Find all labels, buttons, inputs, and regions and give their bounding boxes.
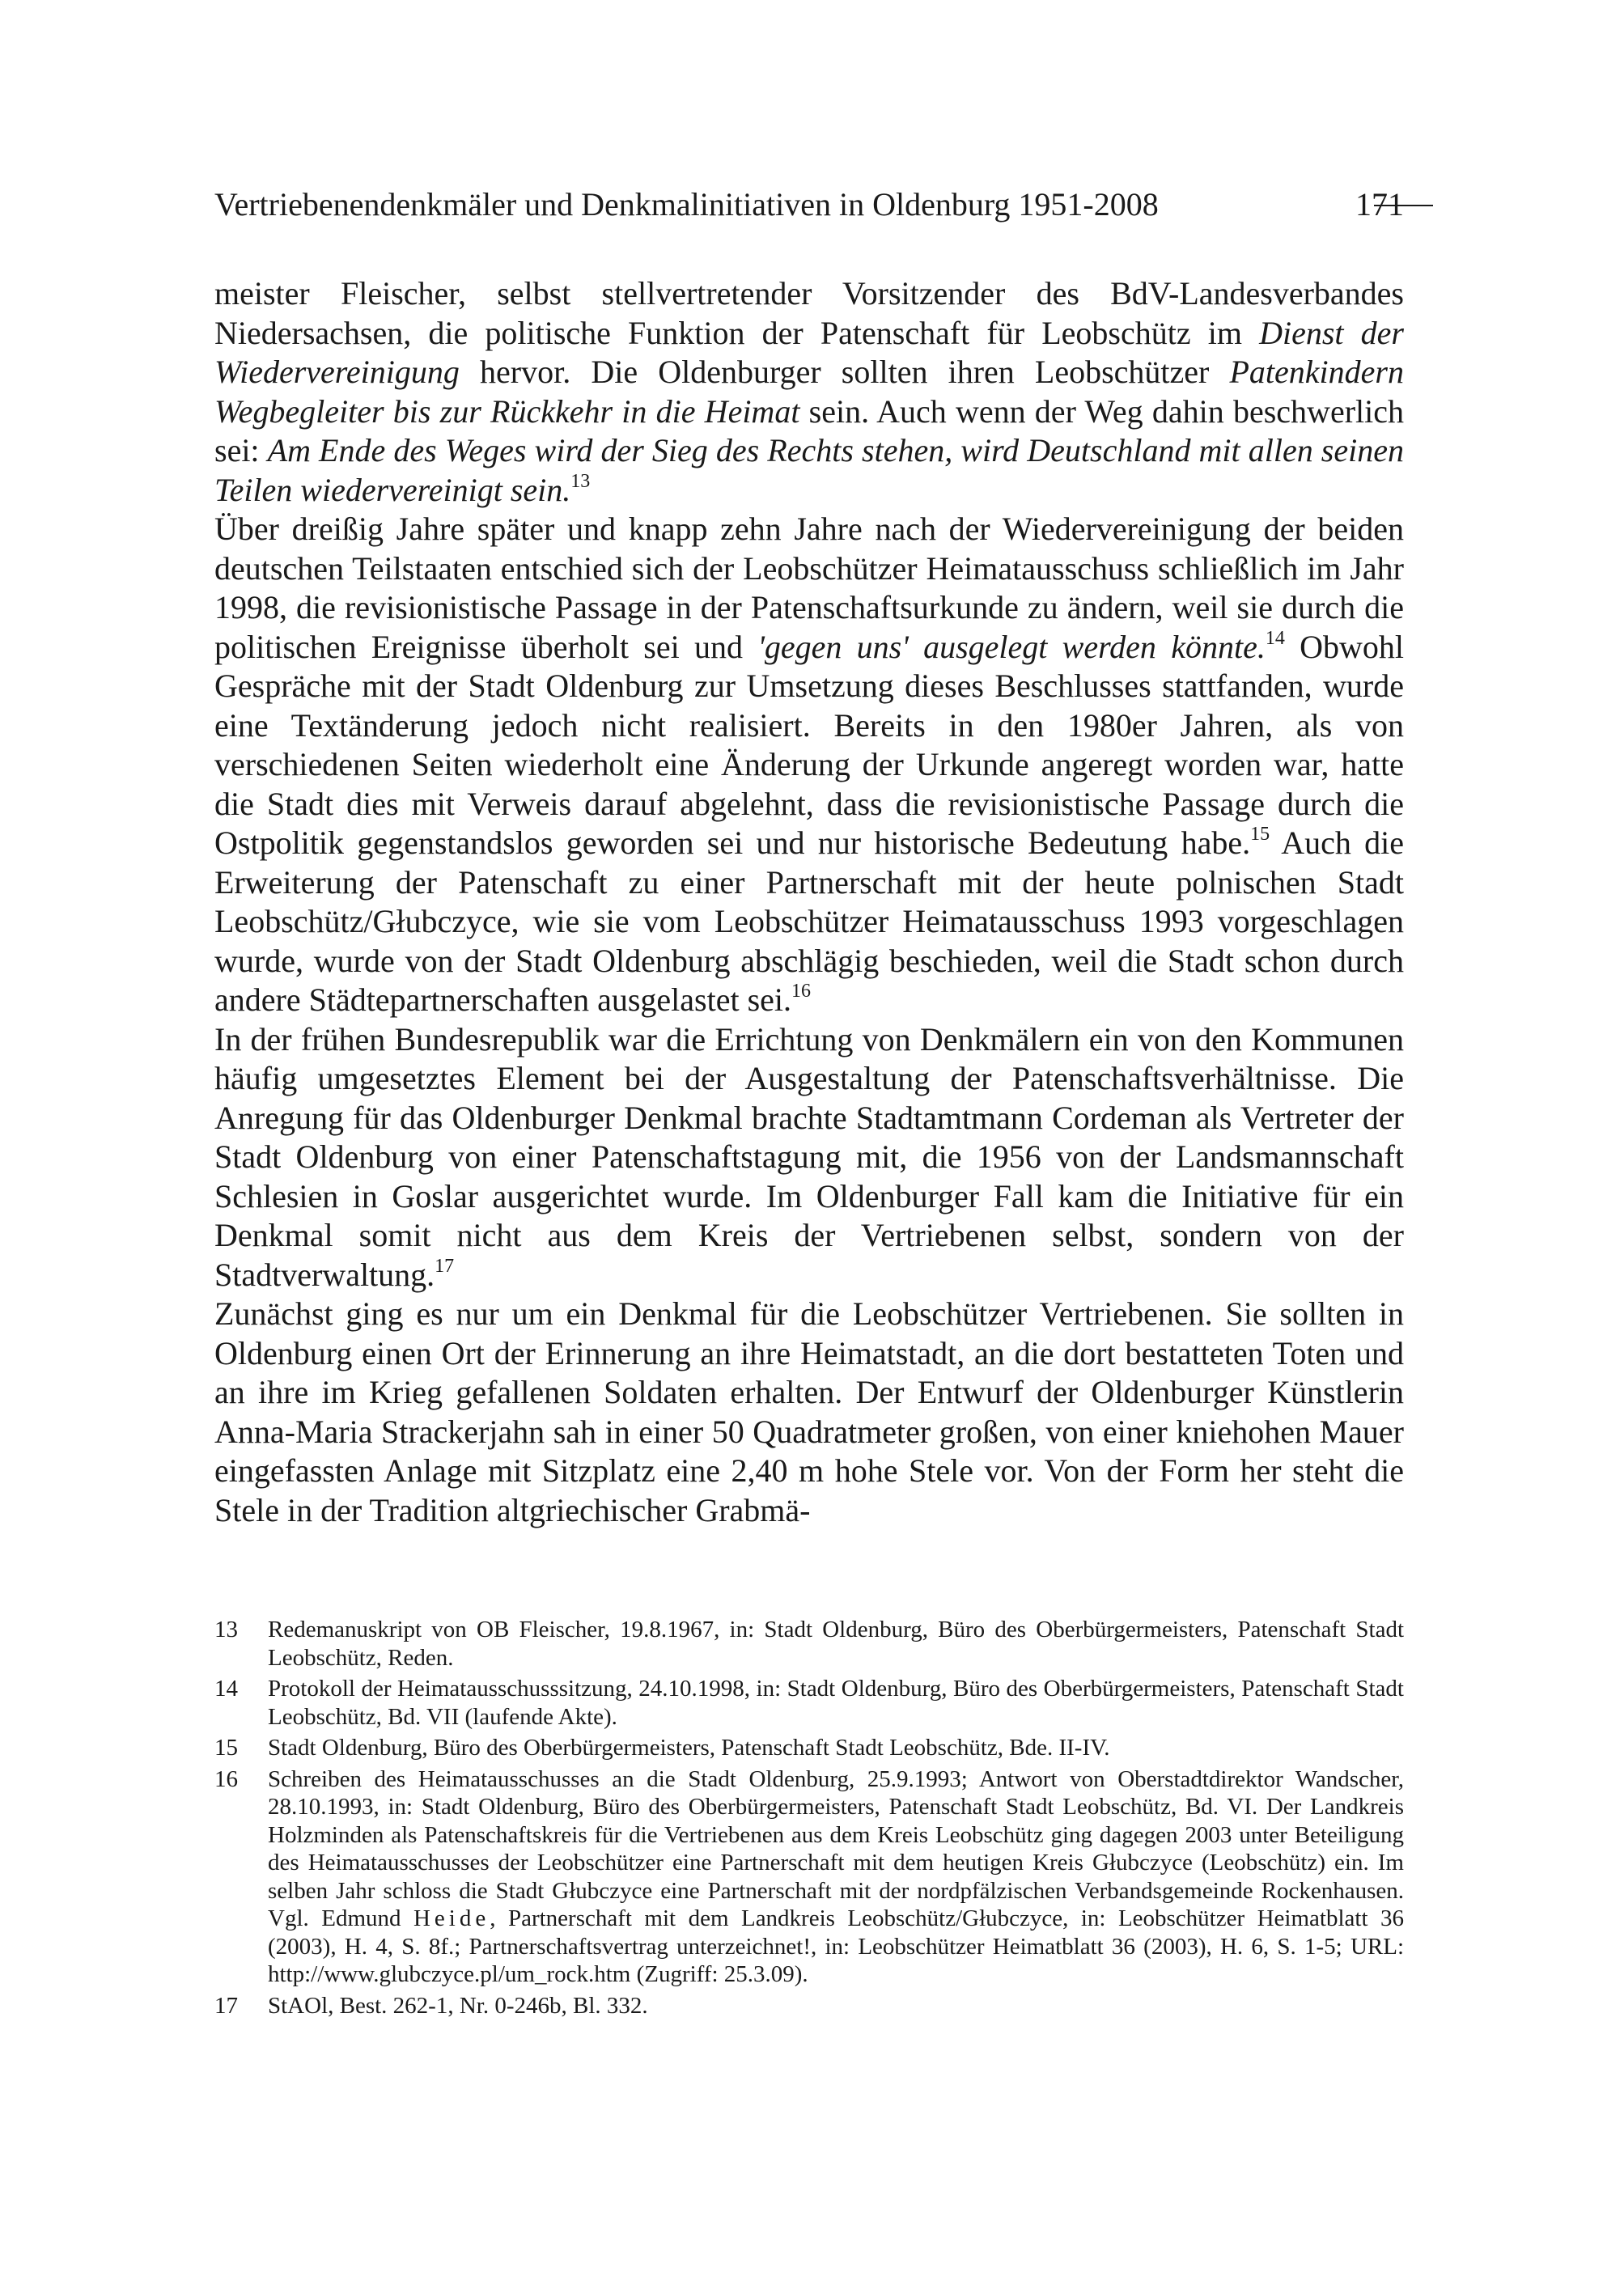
p2-text-c: Obwohl Gespräche mit der Stadt Oldenburg zur Umsetzung dieses Beschlusses stattfanden, wurde eine Textänderung jedoch nicht realisiert. Bereits in den 1980er Jahren, als von verschiedenen Seiten wiederholt eine Änderung der Urkunde angeregt worden war, hatte die Stadt dies mit Verweis darauf abgelehnt, dass die revisionistische Passage durch die Ostpolitik gegenstandslos geworden sei und nur historische Bedeutung habe. [214, 628, 1404, 861]
footnote-ref-16: 16 [791, 981, 812, 1002]
author-name-spaced: Heide [413, 1905, 490, 1931]
p1-italic-quote: Am Ende des Weges wird der Sieg des Rechts stehen, wird Deutschland mit allen seinen Teilen wiedervereinigt sein. [214, 432, 1404, 508]
footnote-15 [214, 1734, 1404, 1762]
footnote-text: Redemanuskript von OB Fleischer, 19.8.1967, in: Stadt Oldenburg, Büro des Oberbürgermeisters, Patenschaft Stadt Leobschütz, Reden. [268, 1617, 1404, 1671]
p1-text-e: sein. Auch wenn der Weg dahin beschwerlich sei: [214, 392, 1404, 468]
paragraph-4 [214, 1295, 1404, 1530]
footnote-ref-13: 13 [570, 470, 591, 492]
footnote-text [268, 1765, 1404, 1989]
footnote-ref-14: 14 [1265, 627, 1285, 649]
running-header [214, 180, 1404, 230]
paragraph-1 [214, 274, 1404, 510]
p3-text: In der frühen Bundesrepublik war die Errichtung von Denkmälern ein von den Kommunen häufig umgesetztes Element bei der Ausgestaltung der Patenschaftsverhältnisse. Die Anregung für das Oldenburger Denkmal brachte Stadtamtmann Cordeman als Vertreter der Stadt Oldenburg von einer Patenschaftstagung mit, die 1956 von der Landsmannschaft Schlesien in Goslar ausgerichtet wurde. Im Oldenburger Fall kam die Initiative für ein Denkmal somit nicht aus dem Kreis der Vertriebenen selbst, sondern von der Stadtverwaltung. [214, 1020, 1404, 1293]
footnote-text: Stadt Oldenburg, Büro des Oberbürgermeisters, Patenschaft Stadt Leobschütz, Bde. II-IV. [268, 1735, 1110, 1761]
footnote-text-a: Schreiben des Heimatausschusses an die Stadt Oldenburg, 25.9.1993; Antwort von Oberstadtdirektor Wandscher, 28.10.1993, in: Stadt Oldenburg, Büro des Oberbürgermeisters, Patenschaft Stadt Leobschütz, Bd. VI. Der Landkreis Holzminden als Patenschaftskreis für die Vertriebenen aus dem Kreis Leobschütz ging dagegen 2003 unter Beteiligung des Heimatausschusses der Leobschützer eine Partnerschaft mit dem heutigen Kreis Głubczyce (Leobschütz) ein. Im selben Jahr schloss die Stadt Głubczyce eine Partnerschaft mit der nordpfälzischen Verbandsgemeinde Rockenhausen. Vgl. Edmund [268, 1765, 1404, 1931]
paragraph-3 [214, 1020, 1404, 1295]
p1-text-c: hervor. Die Oldenburger sollten ihren Leobschützer [459, 354, 1230, 390]
p2-text-d: Auch die Erweiterung der Patenschaft zu einer Partnerschaft mit der heute polnischen Stadt Leobschütz/Głubczyce, wie sie vom Leobschützer Heimatausschuss 1993 vorgeschlagen wurde, wurde von der Stadt Oldenburg abschlägig beschieden, weil die Stadt schon durch andere Städtepartnerschaften ausgelastet sei. [214, 824, 1404, 1018]
footnote-number: 14 [214, 1676, 238, 1702]
paragraph-2 [214, 510, 1404, 1020]
footnotes [214, 1616, 1404, 2023]
footnote-number: 16 [214, 1765, 238, 1792]
footnote-number: 17 [214, 1992, 238, 2019]
footnote-16 [214, 1765, 1404, 1989]
footnote-13 [214, 1616, 1404, 1672]
body-text [214, 274, 1404, 1530]
footnote-17 [214, 1992, 1404, 2020]
footnote-ref-17: 17 [435, 1255, 455, 1277]
footnote-number: 13 [214, 1617, 238, 1642]
footnote-number: 15 [214, 1735, 238, 1761]
footnote-text: StAOl, Best. 262-1, Nr. 0-246b, Bl. 332. [268, 1992, 648, 2019]
footnote-text-c: , Partnerschaft mit dem Landkreis Leobschütz/Głubczyce, in: Leobschützer Heimatblatt 36 (2003), H. 4, S. 8f.; Partnerschaftsvertrag unterzeichnet!, in: Leobschützer Heimatblatt 36 (2003), H. 6, S. 1-5; URL: http://www.glubczyce.pl/um_rock.htm (Zugriff: 25.3.09). [268, 1905, 1404, 1987]
running-header-title: Vertriebenendenkmäler und Denkmalinitiativen in Oldenburg 1951-2008 [214, 186, 1159, 223]
footnote-text: Protokoll der Heimatausschusssitzung, 24.10.1998, in: Stadt Oldenburg, Büro des Oberbürgermeisters, Patenschaft Stadt Leobschütz, Bd. VII (laufende Akte). [268, 1676, 1404, 1730]
p1-text-a: meister Fleischer, selbst stellvertretender Vorsitzender des BdV-Landesverbandes Niedersachsen, die politische Funktion der Patenschaft für Leobschütz im [214, 275, 1404, 351]
p1-italic-b: Dienst der Wiedervereinigung [214, 314, 1404, 390]
p2-italic-b: 'gegen uns' ausgelegt werden könnte. [757, 628, 1266, 665]
p2-text-a: Über dreißig Jahre später und knapp zehn Jahre nach der Wiedervereinigung der beiden deutschen Teilstaaten entschied sich der Leobschützer Heimatausschuss schließlich im Jahr 1998, die revisionistische Passage in der Patenschaftsurkunde zu ändern, weil sie durch die politischen Ereignisse überholt sei und [214, 511, 1404, 665]
p4-text: Zunächst ging es nur um ein Denkmal für die Leobschützer Vertriebenen. Sie sollten in Oldenburg einen Ort der Erinnerung an ihre Heimatstadt, an die dort bestatteten Toten und an ihre im Krieg gefallenen Soldaten erhalten. Der Entwurf der Oldenburger Künstlerin Anna-Maria Strackerjahn sah in einer 50 Quadratmeter großen, von einer kniehohen Mauer eingefassten Anlage mit Sitzplatz eine 2,40 m hohe Stele vor. Von der Form her steht die Stele in der Tradition altgriechischer Grabmä- [214, 1295, 1404, 1528]
p1-italic-d: Patenkindern Wegbegleiter bis zur Rückkehr in die Heimat [214, 354, 1404, 430]
page-number: 171 [1355, 186, 1404, 223]
footnote-14 [214, 1675, 1404, 1731]
footnote-ref-15: 15 [1250, 824, 1270, 845]
